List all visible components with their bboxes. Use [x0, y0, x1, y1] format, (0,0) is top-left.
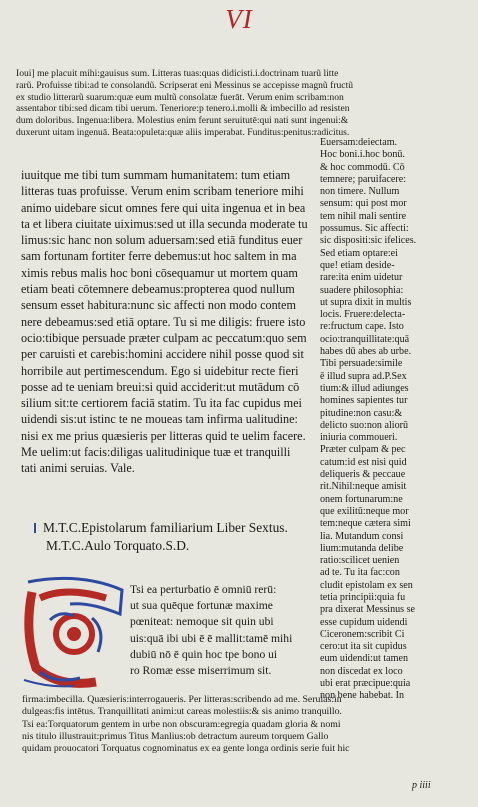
- side-line: deliqueris & peccaue: [320, 469, 406, 481]
- letter-line: Tsi ea perturbatio ē omniū rerū:: [130, 583, 277, 596]
- letter-line: ut sua quēque fortunæ maxime: [130, 599, 273, 613]
- letter-line: pœniteat: nemoque sit quin ubi: [130, 615, 274, 629]
- heading-line-1: M.T.C.Epistolarum familiarium Liber Sextus.: [43, 520, 288, 535]
- decorated-initial-e-icon: [20, 572, 126, 690]
- side-line: rit.Nihil:neque amisit: [320, 481, 407, 493]
- side-line: sic dispositi:sic ifelices.: [320, 235, 417, 247]
- side-line: Ciceronem:scribit Ci: [320, 628, 405, 640]
- main-line: tati animi seruias. Vale.: [21, 461, 135, 476]
- side-line: Tibi persuade:simile: [320, 358, 403, 370]
- side-line: re:fructum cape. Isto: [320, 321, 404, 333]
- side-line: habes dū abes ab urbe.: [320, 346, 412, 358]
- main-line: litteras tuas profuisse. Verum enim scribam teneriore mihi: [21, 184, 304, 199]
- side-line: ratio:scilicet uenien: [320, 555, 400, 567]
- main-line: iuuitque me tibi tum summam humanitatem: tum etiam: [21, 168, 291, 182]
- side-line: iniuria commoueri.: [320, 432, 398, 444]
- side-line: Hoc boni.i.hoc bonū.: [320, 149, 405, 161]
- side-line: cero:ut ita sit cupidus: [320, 641, 407, 653]
- side-line: rare:ita enim uidetur: [320, 272, 403, 284]
- gloss-line: Ioui] me placuit mihi:gauisus sum. Litteras tuas:quas didicisti.i.doctrinam tuarũ litte: [16, 68, 339, 79]
- side-line: delicto suo:non aliorū: [320, 419, 409, 431]
- letter-line: dubiū nō ē quin hoc tpe bono ui: [130, 647, 278, 661]
- letter-line: ro Romæ esse miserrimum sit.: [130, 664, 272, 678]
- main-line: posse ad te ueniam breui:si quid acciderit:ut mutādum cō: [21, 379, 300, 394]
- side-line: tem:neque cætera simi: [320, 518, 411, 530]
- side-line: ē illud supra ad.P.Sex: [320, 370, 407, 382]
- bottom-commentary: [22, 694, 452, 755]
- gloss-line: rarũ. Profuisse tibi:ad te consolandũ. Scripserat eni Messinus se accepisse magnũ fructũ: [16, 79, 354, 91]
- side-line: non timere. Nullum: [320, 186, 400, 198]
- paragraph-mark-icon: [34, 523, 41, 533]
- main-line: Me uelim:ut facis:diligas ualitudinique tuæ et tranquilli: [21, 445, 291, 460]
- side-line: non discedat ex loco: [320, 665, 403, 677]
- side-line: lia. Mutandum consi: [320, 530, 404, 542]
- side-line: non bene habebat. In: [320, 690, 405, 702]
- side-line: ocio:tranquillitate:quā: [320, 333, 410, 345]
- signature-mark: p iiii: [412, 780, 431, 791]
- folio-number: VI: [225, 4, 253, 34]
- side-line: ut supra dixit in multis: [320, 296, 412, 308]
- gloss-line: dum doloribus. Ingenua:libera. Molestius enim ferunt seruitutē:qui nati sunt ingenui:&: [16, 115, 349, 127]
- main-line: animo uidebare sicut omnes fere qui uita ingenua et in bea: [21, 200, 306, 215]
- top-commentary: [16, 68, 456, 139]
- main-line: uidendi sis:ut istinc te ne moueas tam infirma ualitudine:: [21, 412, 298, 427]
- main-line: etiam beati cōtemnere debeamus:propterea quod nullum: [21, 282, 295, 297]
- side-line: Præter culpam & pec: [320, 444, 406, 456]
- side-line: possumus. Sic affecti:: [320, 223, 409, 235]
- letter-heading: [46, 538, 336, 554]
- side-line: Euersam:deiectam.: [320, 137, 398, 148]
- side-line: catum:id est nisi quid: [320, 456, 407, 468]
- gloss-line: assentabor tibi:sed dicam tibi uerum. Teneriore:p tenero.i.molli & imbecillo ad resisten: [16, 103, 350, 115]
- main-line: nisi ex me prius quæsieris per litteras quid te uelim facere.: [21, 428, 306, 443]
- main-line: sam fortunam fortiter ferre debemus:ut hoc saltem in ma: [21, 249, 297, 264]
- side-line: que exilitū:neque mor: [320, 505, 409, 517]
- side-line: ad te. Tu ita fac:con: [320, 567, 400, 579]
- side-line: tem nihil mali sentire: [320, 210, 407, 222]
- side-line: Sed etiam optare:ei: [320, 247, 398, 259]
- side-line: temnere; paruifacere:: [320, 173, 407, 185]
- main-line: sensum esset habitura:nunc sic affecti non modo contem: [21, 298, 296, 313]
- side-line: homines sapientes tur: [320, 395, 408, 407]
- gloss-line: ex studio litterarũ suarum:quæ eum multũ consolatæ fuerāt. Verum enim scribam:non: [16, 91, 344, 103]
- main-line: ocio:tibique persuade præter culpam ac peccatum:quo sem: [21, 330, 307, 345]
- side-line: locis. Fruere:delecta-: [320, 309, 406, 321]
- main-line: limus:sic hanc non solum aduersam:sed etiā funditus euer: [21, 233, 303, 248]
- gloss-line: duxerunt uitam ingenuā. Beata:opuleta:quæ aliis imperabat. Funditus:penitus:radicitus.: [16, 126, 350, 138]
- bottom-line: firma:imbecilla. Quæsieris:interrogaueris. Per litteras:scribendo ad me. Seruias:in: [22, 694, 342, 705]
- bottom-line: Tsi ea:Torquatorum gentem in urbe non obscuram:egregia quadam gloria & nomi: [22, 718, 341, 730]
- side-line: pitudine:non casu:&: [320, 407, 403, 419]
- letter-opening: [130, 582, 320, 679]
- letter-line: uis:quā ibi ubi ē ē mallit:tamē mihi: [130, 631, 293, 645]
- main-line: per caruisti et carebis:homini accidere nihil posse quod sit: [21, 347, 304, 362]
- side-line: onem fortunarum:ne: [320, 493, 403, 505]
- side-line: ubi erat præcipue:quia: [320, 678, 411, 690]
- main-line: ta et libera ciuitate uiximus:sed ut illa secunda moderate tu: [21, 216, 308, 231]
- side-commentary: [320, 137, 444, 703]
- main-line: nere debeamus:sed etiā optare. Tu si me diligis: fruere isto: [21, 314, 306, 329]
- main-line: horribile aut pertimescendum. Ego si uidebitur recte fieri: [21, 363, 299, 378]
- side-line: tium:& illud adiunges: [320, 382, 409, 394]
- side-line: que! etiam deside-: [320, 259, 395, 271]
- side-line: tetia principii:quia fu: [320, 591, 406, 603]
- side-line: cludit epistolam ex sen: [320, 579, 413, 591]
- main-line: ximis rebus malis hoc boni cōsequamur ut mortem quam: [21, 265, 298, 280]
- side-line: esse cupidum uidendi: [320, 616, 408, 628]
- side-line: & hoc commodū. Cō: [320, 161, 405, 173]
- side-line: pra dixerat Messinus se: [320, 604, 416, 616]
- side-line: lium:mutanda delibe: [320, 542, 404, 554]
- side-line: eum uidendi:ut tamen: [320, 653, 409, 665]
- bottom-line: quidam prouocatori Torquatus cognominatus ex ea gente longa ordinis serie fuit hic: [22, 743, 350, 755]
- main-text: [21, 167, 318, 477]
- main-line: silium sit:te certiorem faciā statim. Tu ita fac cupidus mei: [21, 396, 302, 411]
- heading-line-2: M.T.C.Aulo Torquato.S.D.: [46, 538, 190, 553]
- side-line: sensum: qui post mor: [320, 198, 407, 210]
- book-heading: [34, 520, 324, 536]
- bottom-line: dulgeas:fis intētus. Tranquillitati animi:ut careas molestiis:& sis animo tranquillo.: [22, 706, 343, 718]
- side-line: suadere philosophia:: [320, 284, 404, 296]
- bottom-line: nis titulo illustrauit:primus Titus Manlius:ob detractum aureum torquem Gallo: [22, 730, 329, 742]
